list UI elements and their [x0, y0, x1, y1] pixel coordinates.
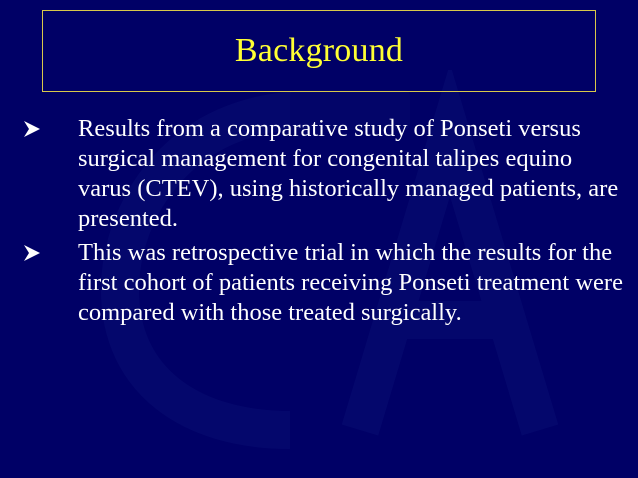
title-box — [42, 10, 596, 92]
slide-title: Background — [234, 32, 404, 69]
bullet-text: This was retrospective trial in which the results for the first cohort of patients receiving Ponseti treatment were compared with those treated surgically. — [78, 239, 623, 326]
bullet-item — [14, 238, 626, 328]
bullet-item — [14, 114, 626, 234]
arrow-bullet-icon — [14, 238, 80, 268]
bullet-list — [14, 114, 626, 332]
arrow-bullet-icon — [14, 114, 80, 144]
bullet-text: Results from a comparative study of Ponseti versus surgical management for congenital talipes equino varus (CTEV), using historically managed patients, are presented. — [78, 115, 619, 232]
